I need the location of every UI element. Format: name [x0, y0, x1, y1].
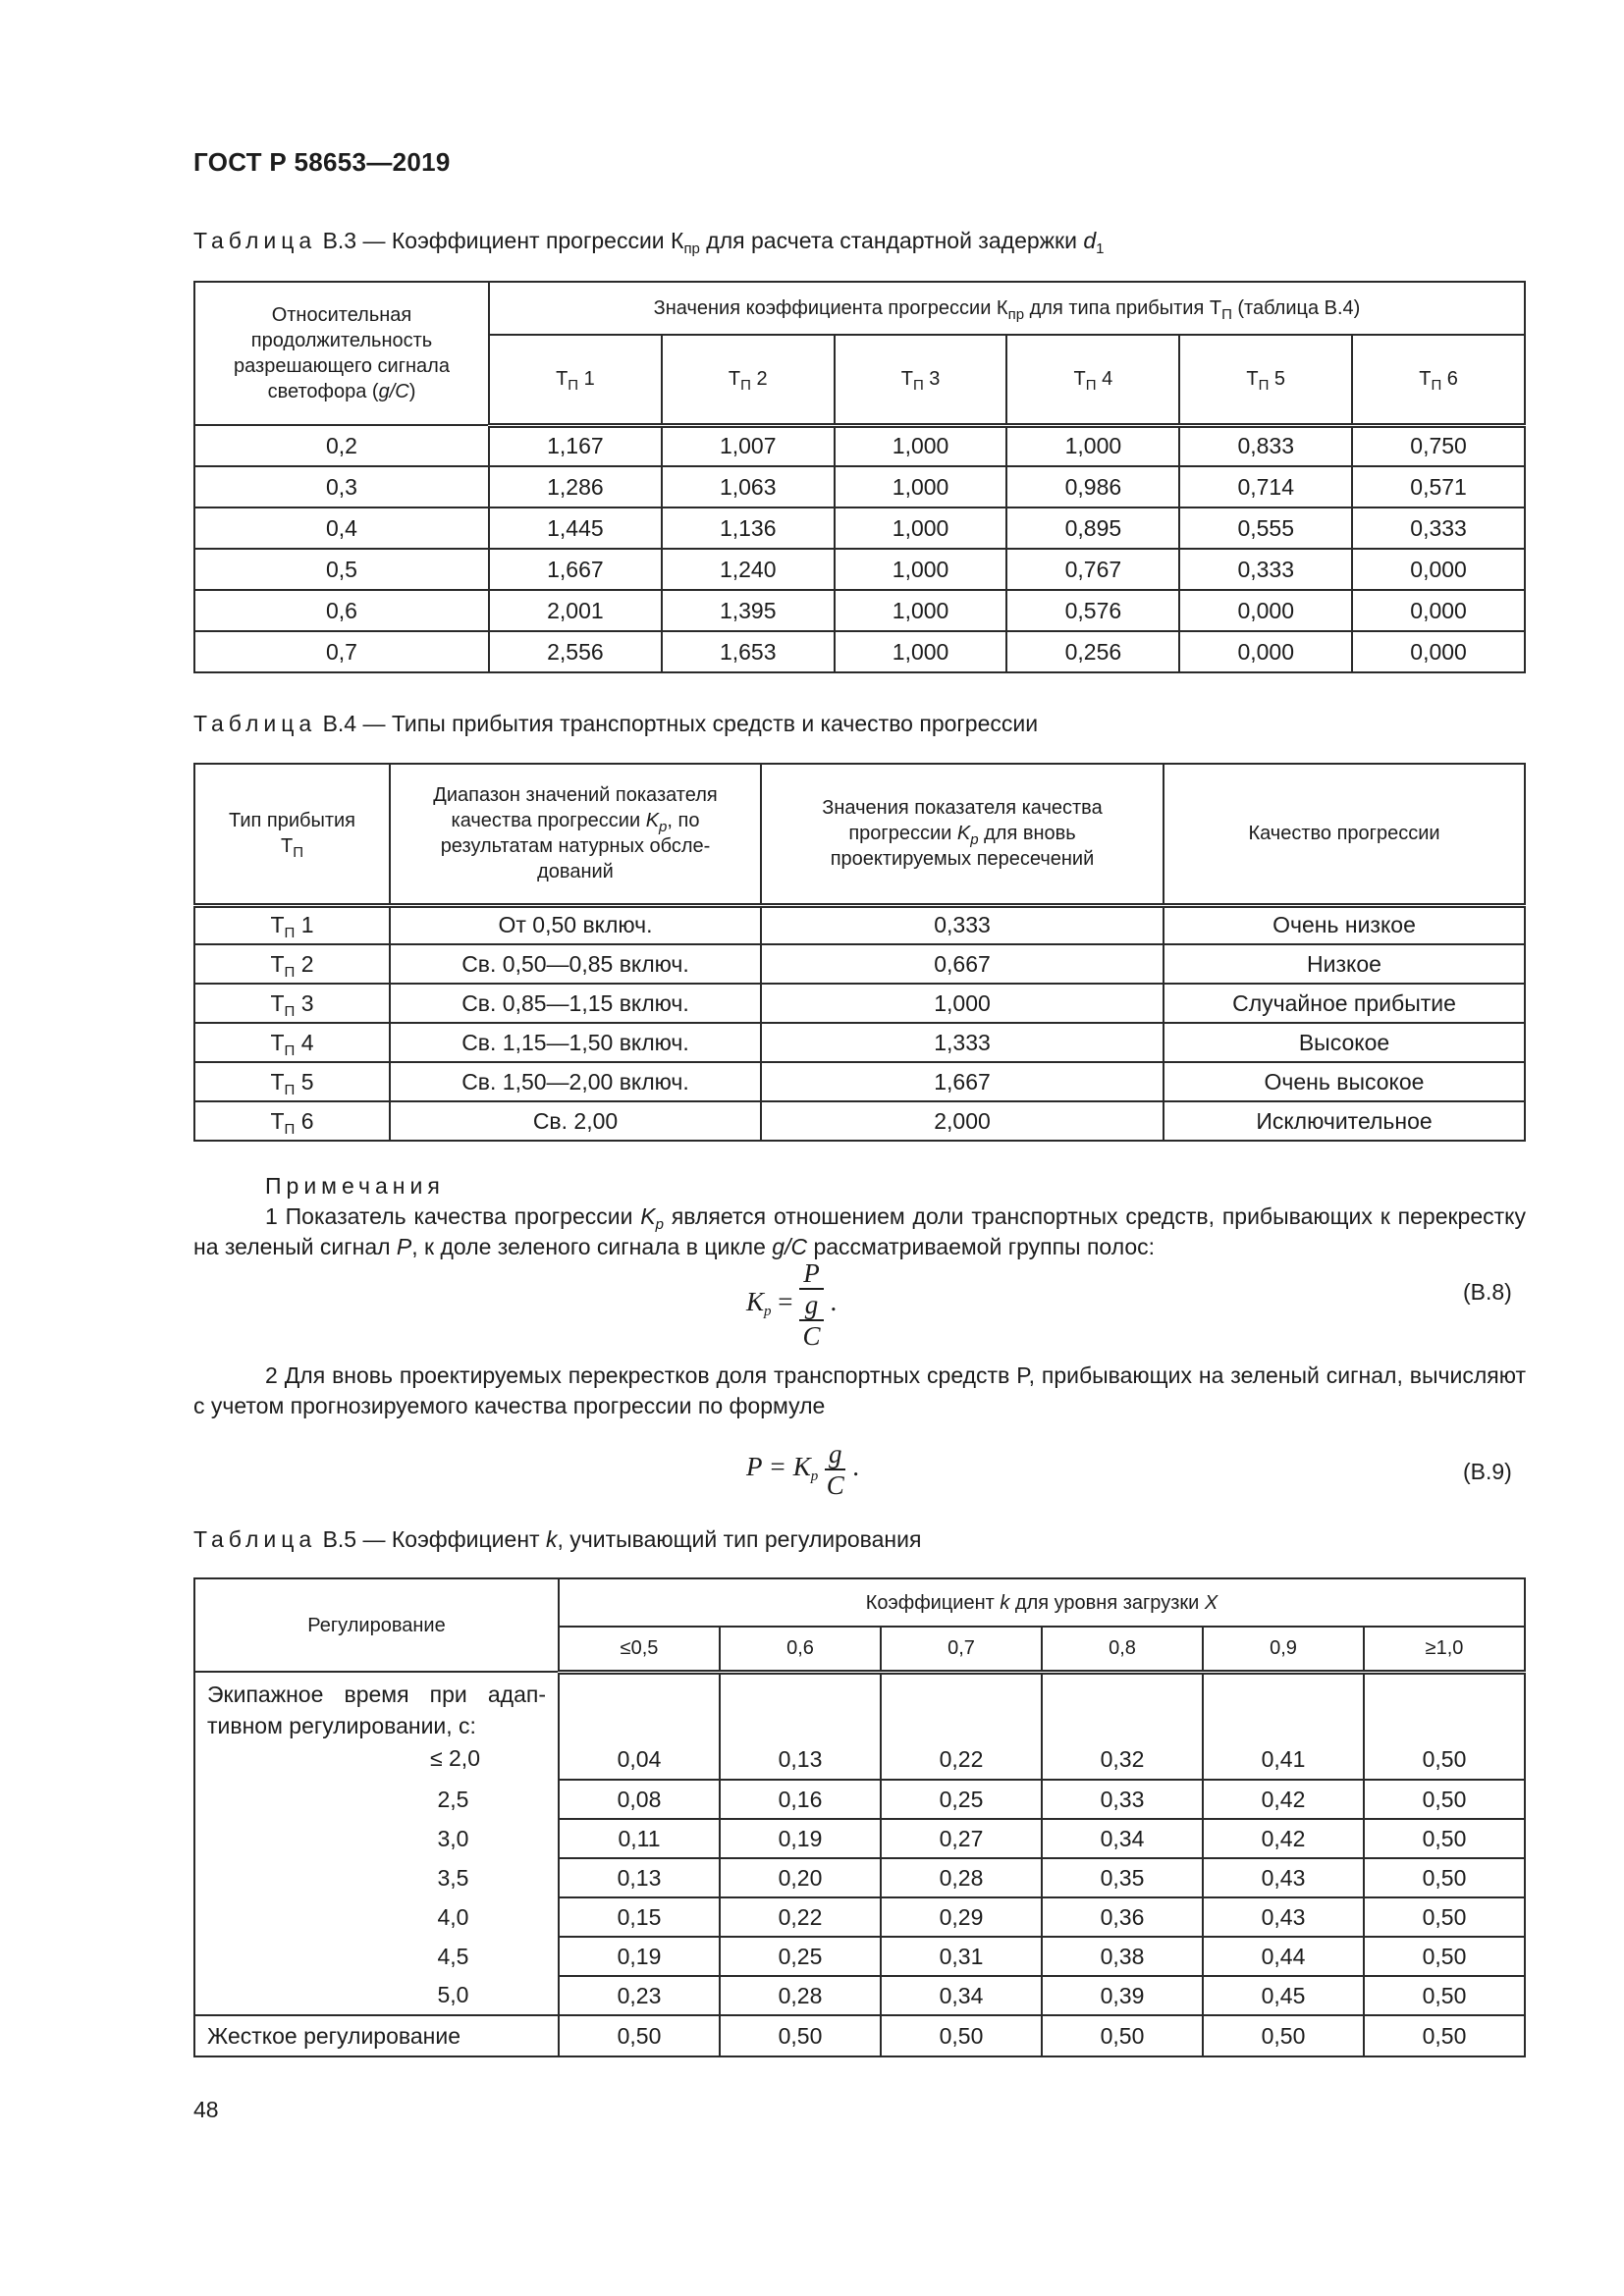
formula-b8-fraction: P g C [799, 1258, 824, 1351]
range-cell: Св. 2,00 [390, 1101, 761, 1141]
table-row [194, 2015, 1525, 2056]
coefficient-cell: 0,50 [1364, 1937, 1525, 1976]
quality-cell: Исключительное [1164, 1101, 1525, 1141]
coefficient-cell: 0,04 [559, 1672, 720, 1780]
type-number: 3 [923, 368, 941, 391]
coefficient-cell: 0,33 [1042, 1780, 1203, 1819]
type-letter: Т [270, 1068, 285, 1095]
coefficient-cell: 0,25 [881, 1780, 1042, 1819]
coefficient-cell: 0,43 [1203, 1897, 1364, 1937]
table-b5-caption: Таблица В.5 — Коэффициент k, учитывающий тип регулирования [193, 1526, 922, 1552]
equation-number-b9: (В.9) [1463, 1459, 1512, 1484]
coefficient-cell: 1,136 [662, 507, 835, 549]
type-number: 2 [295, 950, 314, 977]
coefficient-cell: 0,23 [559, 1976, 720, 2015]
coefficient-cell: 0,34 [1042, 1819, 1203, 1858]
interval-label: 3,0 [194, 1819, 559, 1858]
coefficient-cell: 0,27 [881, 1819, 1042, 1858]
coefficient-cell: 0,36 [1042, 1897, 1203, 1937]
table-row [194, 944, 1525, 984]
type-letter: Т [270, 1107, 285, 1134]
type-sub: П [284, 1120, 296, 1138]
value-cell: 1,333 [761, 1023, 1164, 1062]
type-sub: П [284, 963, 296, 981]
coefficient-cell: 0,22 [881, 1672, 1042, 1780]
ratio-cell: 0,7 [194, 631, 489, 672]
type-letter: Т [1246, 368, 1259, 391]
caption-prefix: Таблица [193, 228, 317, 253]
note-1: 1 Показатель качества прогрессии $K_p$ является отношением доли транспортных средств, прибывающих к перекрестку на зеленый сигнал P, к доле зеленого сигнала в цикле g/C рассматриваемой группы полос: [193, 1203, 1526, 1259]
type-letter: Т [270, 1029, 285, 1055]
coefficient-cell: 0,42 [1203, 1780, 1364, 1819]
coefficient-cell: 0,50 [1203, 2015, 1364, 2056]
coefficient-cell: 0,45 [1203, 1976, 1364, 2015]
coefficient-cell: 0,000 [1179, 631, 1352, 672]
coefficient-cell: 0,333 [1179, 549, 1352, 590]
table-b3-type-header [1006, 335, 1179, 425]
coefficient-cell: 0,13 [720, 1672, 881, 1780]
ratio-cell: 0,4 [194, 507, 489, 549]
coefficient-cell: 0,38 [1042, 1937, 1203, 1976]
value-cell: 2,000 [761, 1101, 1164, 1141]
coefficient-cell: 0,31 [881, 1937, 1042, 1976]
ratio-cell: 0,5 [194, 549, 489, 590]
coefficient-cell: 1,000 [1006, 425, 1179, 466]
caption-var-sub: 1 [1096, 240, 1105, 257]
coefficient-cell: 0,50 [1364, 1780, 1525, 1819]
coefficient-cell: 0,571 [1352, 466, 1525, 507]
coefficient-cell: 0,44 [1203, 1937, 1364, 1976]
notes-heading: Примечания [265, 1173, 445, 1199]
type-letter: Т [1073, 368, 1086, 391]
type-number: 6 [295, 1107, 314, 1134]
type-sub: П [284, 1002, 296, 1020]
coefficient-cell: 0,35 [1042, 1858, 1203, 1897]
table-row [194, 507, 1525, 549]
interval-label: 4,5 [194, 1937, 559, 1976]
type-number: 4 [295, 1029, 314, 1055]
table-b4-col1-header: Диапазон значений показателя качества прогрессии $K_p$, по результатам натурных обсле- дований [390, 764, 761, 905]
table-row [194, 1937, 1525, 1976]
equation-number-b8: (В.8) [1463, 1279, 1512, 1305]
type-letter: Т [270, 950, 285, 977]
type-number: 2 [750, 368, 768, 391]
type-sub: П [284, 1081, 296, 1098]
value-cell: 0,333 [761, 905, 1164, 944]
coefficient-cell: 0,895 [1006, 507, 1179, 549]
coefficient-cell: 0,19 [559, 1937, 720, 1976]
value-cell: 1,667 [761, 1062, 1164, 1101]
coefficient-cell: 1,667 [489, 549, 662, 590]
coefficient-cell: 0,986 [1006, 466, 1179, 507]
formula-b8: $K_p$ = P g C . [746, 1258, 838, 1351]
coefficient-cell: 0,43 [1203, 1858, 1364, 1897]
load-level-header: ≤0,5 [559, 1627, 720, 1672]
adaptive-label-cell [194, 1672, 559, 1780]
quality-cell: Низкое [1164, 944, 1525, 984]
quality-cell: Случайное прибытие [1164, 984, 1525, 1023]
type-letter: Т [270, 912, 285, 938]
coefficient-cell: 0,555 [1179, 507, 1352, 549]
caption-text: В.4 — Типы прибытия транспортных средств и качество прогрессии [316, 711, 1039, 736]
adaptive-label: Экипажное время при адап- тивном регулировании, с: [207, 1682, 546, 1738]
ratio-cell: 0,2 [194, 425, 489, 466]
type-number: 4 [1096, 368, 1113, 391]
value-cell: 1,000 [761, 984, 1164, 1023]
type-letter: Т [556, 368, 568, 391]
ratio-cell: 0,3 [194, 466, 489, 507]
range-cell: Св. 0,50—0,85 включ. [390, 944, 761, 984]
table-b4-col0-header: Тип прибытия $Т_П$ [194, 764, 390, 905]
caption-tail: для расчета стандартной задержки [699, 228, 1084, 253]
table-b4-col3-header: Качество прогрессии [1164, 764, 1525, 905]
type-number: 1 [295, 912, 314, 938]
coefficient-cell: 0,13 [559, 1858, 720, 1897]
load-level-header: 0,8 [1042, 1627, 1203, 1672]
table-row [194, 631, 1525, 672]
interval-label: 2,5 [194, 1780, 559, 1819]
table-row [194, 466, 1525, 507]
range-cell: Св. 0,85—1,15 включ. [390, 984, 761, 1023]
coefficient-cell: 0,20 [720, 1858, 881, 1897]
table-b3-col0-header: Относительная продолжительность разрешающего сигнала светофора (g/C) [194, 282, 489, 425]
load-level-header: 0,6 [720, 1627, 881, 1672]
coefficient-cell: 0,42 [1203, 1819, 1364, 1858]
table-b3-group-header: Значения коэффициента прогрессии $К_{пр}$ для типа прибытия $Т_П$ (таблица В.4) [489, 282, 1525, 335]
coefficient-cell: 0,50 [1364, 1976, 1525, 2015]
notes-section [193, 1171, 1526, 1262]
type-number: 1 [578, 368, 595, 391]
document-header: ГОСТ Р 58653—2019 [193, 147, 451, 177]
coefficient-cell: 1,395 [662, 590, 835, 631]
page-number: 48 [193, 2097, 219, 2122]
table-b3-caption [193, 228, 1105, 257]
coefficient-cell: 0,19 [720, 1819, 881, 1858]
coefficient-cell: 1,000 [835, 631, 1007, 672]
table-b3-type-header [662, 335, 835, 425]
table-row [194, 1672, 1525, 1780]
load-level-header: ≥1,0 [1364, 1627, 1525, 1672]
arrival-type-cell [194, 1062, 390, 1101]
coefficient-cell: 0,28 [881, 1858, 1042, 1897]
coefficient-cell: 1,000 [835, 466, 1007, 507]
coefficient-cell: 0,29 [881, 1897, 1042, 1937]
type-sub: П [912, 377, 924, 395]
coefficient-cell: 1,000 [835, 425, 1007, 466]
table-row [194, 1976, 1525, 2015]
table-b3-type-header [489, 335, 662, 425]
coefficient-cell: 1,286 [489, 466, 662, 507]
type-sub: П [568, 377, 579, 395]
type-sub: П [284, 925, 296, 942]
caption-sub: пр [683, 240, 700, 257]
coefficient-cell: 1,063 [662, 466, 835, 507]
rigid-label: Жесткое регулирование [194, 2015, 559, 2056]
coefficient-cell: 0,11 [559, 1819, 720, 1858]
caption-text: В.3 — Коэффициент прогрессии К [316, 228, 684, 253]
coefficient-cell: 1,167 [489, 425, 662, 466]
coefficient-cell: 0,576 [1006, 590, 1179, 631]
table-row [194, 905, 1525, 944]
coefficient-cell: 0,750 [1352, 425, 1525, 466]
table-row [194, 425, 1525, 466]
table-row [194, 1780, 1525, 1819]
type-sub: П [740, 377, 751, 395]
table-row [194, 1101, 1525, 1141]
coefficient-cell: 0,333 [1352, 507, 1525, 549]
table-b5-col0-header: Регулирование [194, 1578, 559, 1672]
coefficient-cell: 0,000 [1352, 590, 1525, 631]
range-cell: Св. 1,50—2,00 включ. [390, 1062, 761, 1101]
caption-var: d [1083, 228, 1097, 253]
arrival-type-cell [194, 984, 390, 1023]
coefficient-cell: 0,256 [1006, 631, 1179, 672]
range-cell: От 0,50 включ. [390, 905, 761, 944]
table-row [194, 1897, 1525, 1937]
formula-b9: $P = K_p$ $\frac{g}{C}$ . [746, 1439, 859, 1500]
ratio-cell: 0,6 [194, 590, 489, 631]
coefficient-cell: 0,22 [720, 1897, 881, 1937]
type-sub: П [1431, 377, 1442, 395]
type-number: 5 [295, 1068, 314, 1095]
table-row [194, 1858, 1525, 1897]
table-b4 [193, 763, 1526, 1142]
coefficient-cell: 0,34 [881, 1976, 1042, 2015]
formula-b9-fraction: $\frac{g}{C}$ [826, 1439, 844, 1500]
caption-prefix: Таблица [193, 1526, 317, 1552]
coefficient-cell: 0,714 [1179, 466, 1352, 507]
note-2: 2 Для вновь проектируемых перекрестков доля транспортных средств P, прибывающих на зеленый сигнал, вычисляют с учетом прогнозируемого качества прогрессии по формуле [193, 1362, 1526, 1418]
caption-prefix: Таблица [193, 711, 317, 736]
coefficient-cell: 1,000 [835, 549, 1007, 590]
coefficient-cell: 0,32 [1042, 1672, 1203, 1780]
value-cell: 0,667 [761, 944, 1164, 984]
coefficient-cell: 0,50 [1364, 1672, 1525, 1780]
table-b3-type-header [1352, 335, 1525, 425]
table-row [194, 549, 1525, 590]
coefficient-cell: 0,000 [1179, 590, 1352, 631]
coefficient-cell: 0,41 [1203, 1672, 1364, 1780]
coefficient-cell: 0,39 [1042, 1976, 1203, 2015]
type-letter: Т [1419, 368, 1432, 391]
coefficient-cell: 2,556 [489, 631, 662, 672]
coefficient-cell: 1,445 [489, 507, 662, 549]
table-b5 [193, 1577, 1526, 2057]
coefficient-cell: 1,653 [662, 631, 835, 672]
quality-cell: Очень низкое [1164, 905, 1525, 944]
type-sub: П [1085, 377, 1097, 395]
coefficient-cell: 0,000 [1352, 549, 1525, 590]
type-letter: Т [270, 989, 285, 1016]
coefficient-cell: 0,15 [559, 1897, 720, 1937]
coefficient-cell: 0,50 [1042, 2015, 1203, 2056]
range-cell: Св. 1,15—1,50 включ. [390, 1023, 761, 1062]
coefficient-cell: 0,767 [1006, 549, 1179, 590]
table-b3-type-header [835, 335, 1007, 425]
table-row [194, 1819, 1525, 1858]
table-row [194, 984, 1525, 1023]
type-letter: Т [900, 368, 913, 391]
table-b4-caption [193, 711, 1038, 737]
table-b4-col2-header: Значения показателя качества прогрессии $K_p$ для вновь проектируемых пересечений [761, 764, 1164, 905]
arrival-type-cell [194, 944, 390, 984]
coefficient-cell: 0,50 [1364, 1858, 1525, 1897]
coefficient-cell: 1,240 [662, 549, 835, 590]
type-number: 5 [1269, 368, 1286, 391]
coefficient-cell: 0,50 [881, 2015, 1042, 2056]
type-sub: П [1258, 377, 1270, 395]
table-row [194, 1023, 1525, 1062]
table-b5-group-header: Коэффициент k для уровня загрузки X [559, 1578, 1525, 1627]
load-level-header: 0,7 [881, 1627, 1042, 1672]
type-number: 3 [295, 989, 314, 1016]
coefficient-cell: 0,50 [1364, 2015, 1525, 2056]
type-letter: Т [728, 368, 741, 391]
coefficient-cell: 1,007 [662, 425, 835, 466]
note-2-block [193, 1361, 1526, 1421]
coefficient-cell: 0,50 [1364, 1897, 1525, 1937]
arrival-type-cell [194, 905, 390, 944]
interval-label: ≤ 2,0 [430, 1745, 480, 1771]
table-b3-type-header [1179, 335, 1352, 425]
table-row [194, 1062, 1525, 1101]
coefficient-cell: 0,28 [720, 1976, 881, 2015]
coefficient-cell: 0,16 [720, 1780, 881, 1819]
interval-label: 5,0 [194, 1976, 559, 2015]
table-b3 [193, 281, 1526, 673]
quality-cell: Высокое [1164, 1023, 1525, 1062]
coefficient-cell: 0,50 [720, 2015, 881, 2056]
arrival-type-cell [194, 1101, 390, 1141]
load-level-header: 0,9 [1203, 1627, 1364, 1672]
coefficient-cell: 2,001 [489, 590, 662, 631]
quality-cell: Очень высокое [1164, 1062, 1525, 1101]
coefficient-cell: 1,000 [835, 507, 1007, 549]
type-number: 6 [1441, 368, 1458, 391]
interval-label: 3,5 [194, 1858, 559, 1897]
interval-label: 4,0 [194, 1897, 559, 1937]
coefficient-cell: 0,25 [720, 1937, 881, 1976]
coefficient-cell: 1,000 [835, 590, 1007, 631]
coefficient-cell: 0,50 [1364, 1819, 1525, 1858]
coefficient-cell: 0,08 [559, 1780, 720, 1819]
type-sub: П [284, 1041, 296, 1059]
coefficient-cell: 0,000 [1352, 631, 1525, 672]
table-row [194, 590, 1525, 631]
coefficient-cell: 0,50 [559, 2015, 720, 2056]
coefficient-cell: 0,833 [1179, 425, 1352, 466]
arrival-type-cell [194, 1023, 390, 1062]
